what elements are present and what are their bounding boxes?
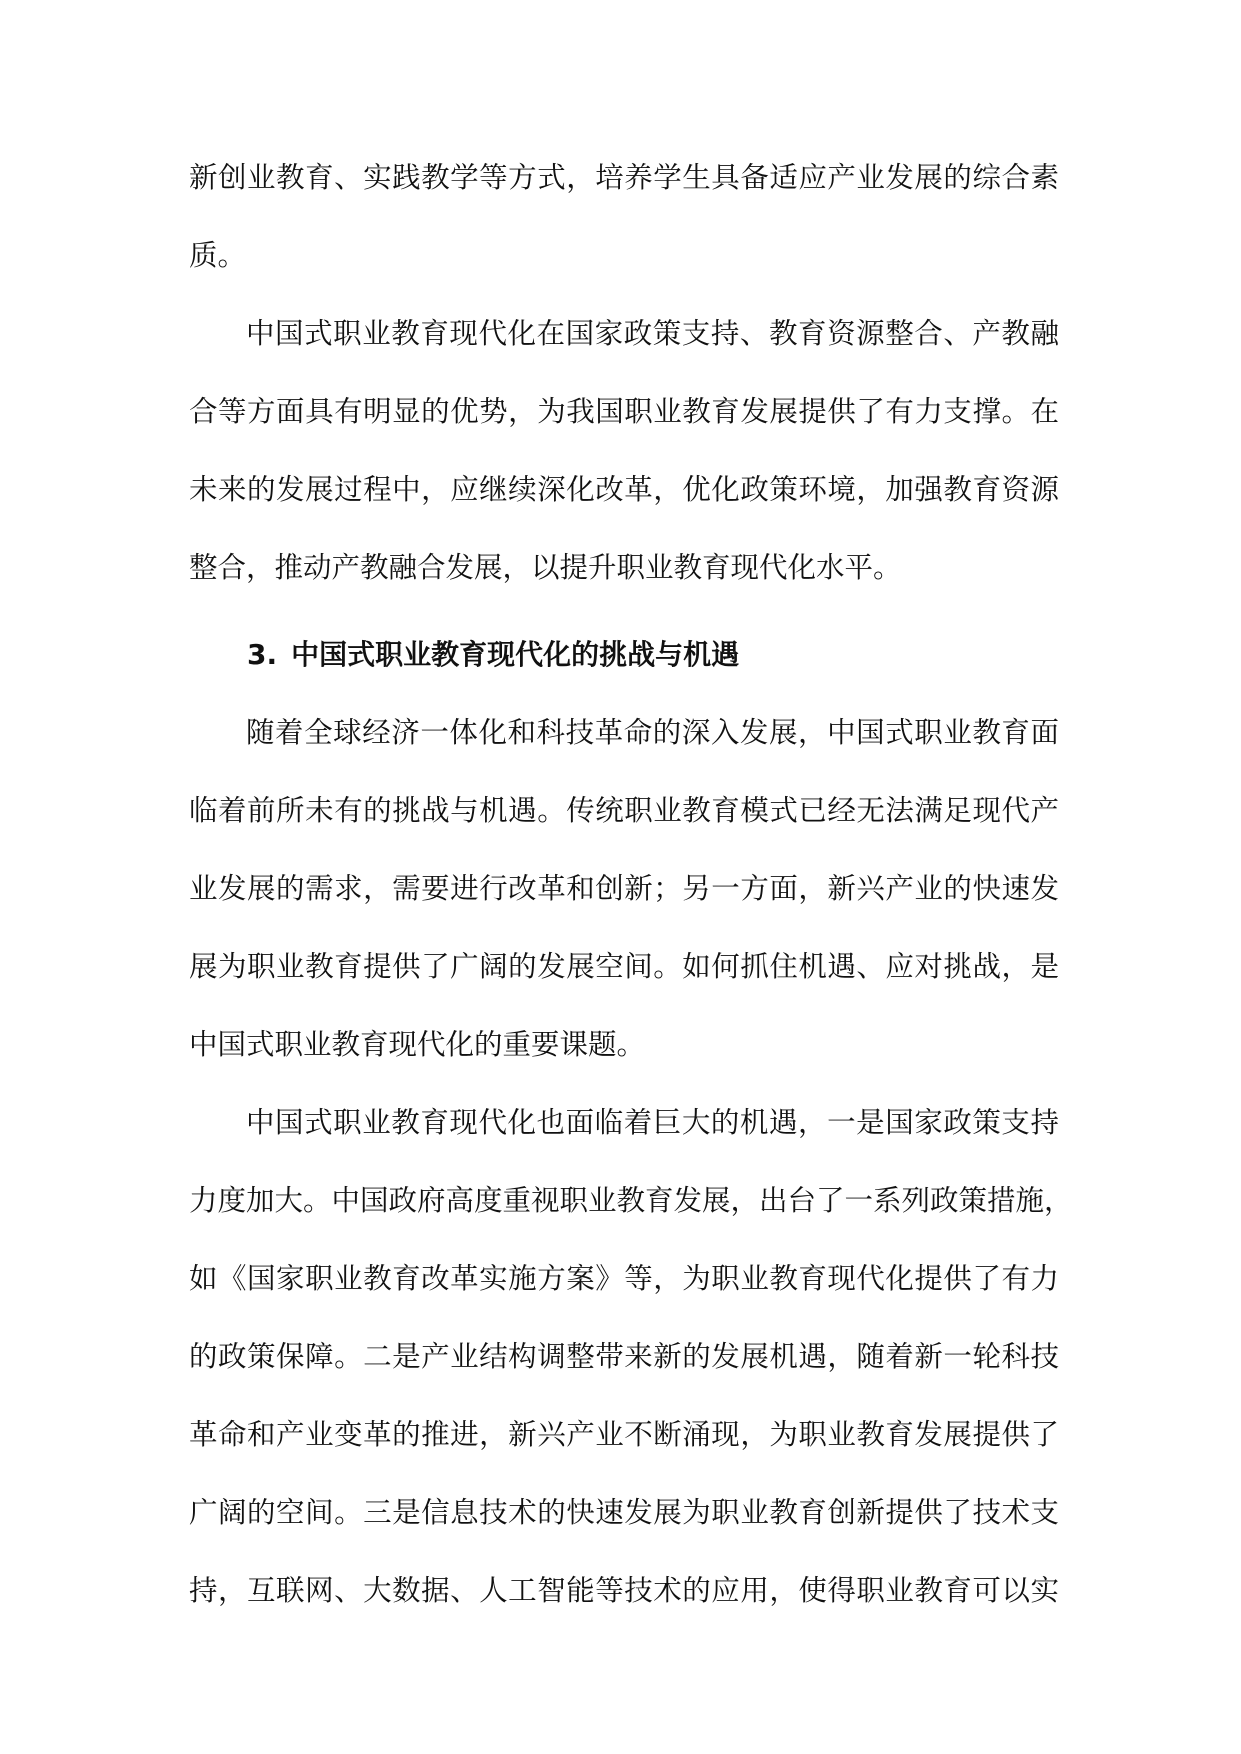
text-line: 新创业教育、实践教学等方式，培养学生具备适应产业发展的综合素 xyxy=(189,161,1059,194)
text-line: 展为职业教育提供了广阔的发展空间。如何抓住机遇、应对挑战，是 xyxy=(189,950,1059,983)
text-line: 的政策保障。二是产业结构调整带来新的发展机遇，随着新一轮科技 xyxy=(189,1340,1059,1373)
text-line: 持，互联网、大数据、人工智能等技术的应用，使得职业教育可以实 xyxy=(189,1574,1059,1607)
text-line: 质。 xyxy=(189,239,247,272)
text-line: 革命和产业变革的推进，新兴产业不断涌现，为职业教育发展提供了 xyxy=(189,1418,1059,1451)
text-line: 如《国家职业教育改革实施方案》等，为职业教育现代化提供了有力 xyxy=(189,1262,1059,1295)
text-line: 未来的发展过程中，应继续深化改革，优化政策环境，加强教育资源 xyxy=(189,473,1059,506)
section-title: 中国式职业教育现代化的挑战与机遇 xyxy=(291,638,740,671)
text-line: 整合，推动产教融合发展，以提升职业教育现代化水平。 xyxy=(189,551,902,584)
text-line: 力度加大。中国政府高度重视职业教育发展，出台了一系列政策措施， xyxy=(189,1184,1073,1217)
text-line: 临着前所未有的挑战与机遇。传统职业教育模式已经无法满足现代产 xyxy=(189,794,1059,827)
text-line: 广阔的空间。三是信息技术的快速发展为职业教育创新提供了技术支 xyxy=(189,1496,1059,1529)
paragraph-advantages xyxy=(189,295,1059,607)
text-line: 中国式职业教育现代化的重要课题。 xyxy=(189,1028,646,1061)
text-line: 随着全球经济一体化和科技革命的深入发展，中国式职业教育面 xyxy=(246,716,1059,749)
paragraph-opportunities xyxy=(189,1084,1073,1630)
section-number: 3. xyxy=(247,638,278,671)
text-line: 合等方面具有明显的优势，为我国职业教育发展提供了有力支撑。在 xyxy=(189,395,1059,428)
text-line: 中国式职业教育现代化在国家政策支持、教育资源整合、产教融 xyxy=(246,317,1059,350)
text-line: 业发展的需求，需要进行改革和创新；另一方面，新兴产业的快速发 xyxy=(189,872,1059,905)
text-line: 中国式职业教育现代化也面临着巨大的机遇，一是国家政策支持 xyxy=(246,1106,1059,1139)
section-heading xyxy=(247,625,739,685)
paragraph-challenges xyxy=(189,694,1059,1084)
paragraph-continuation xyxy=(189,139,1059,295)
